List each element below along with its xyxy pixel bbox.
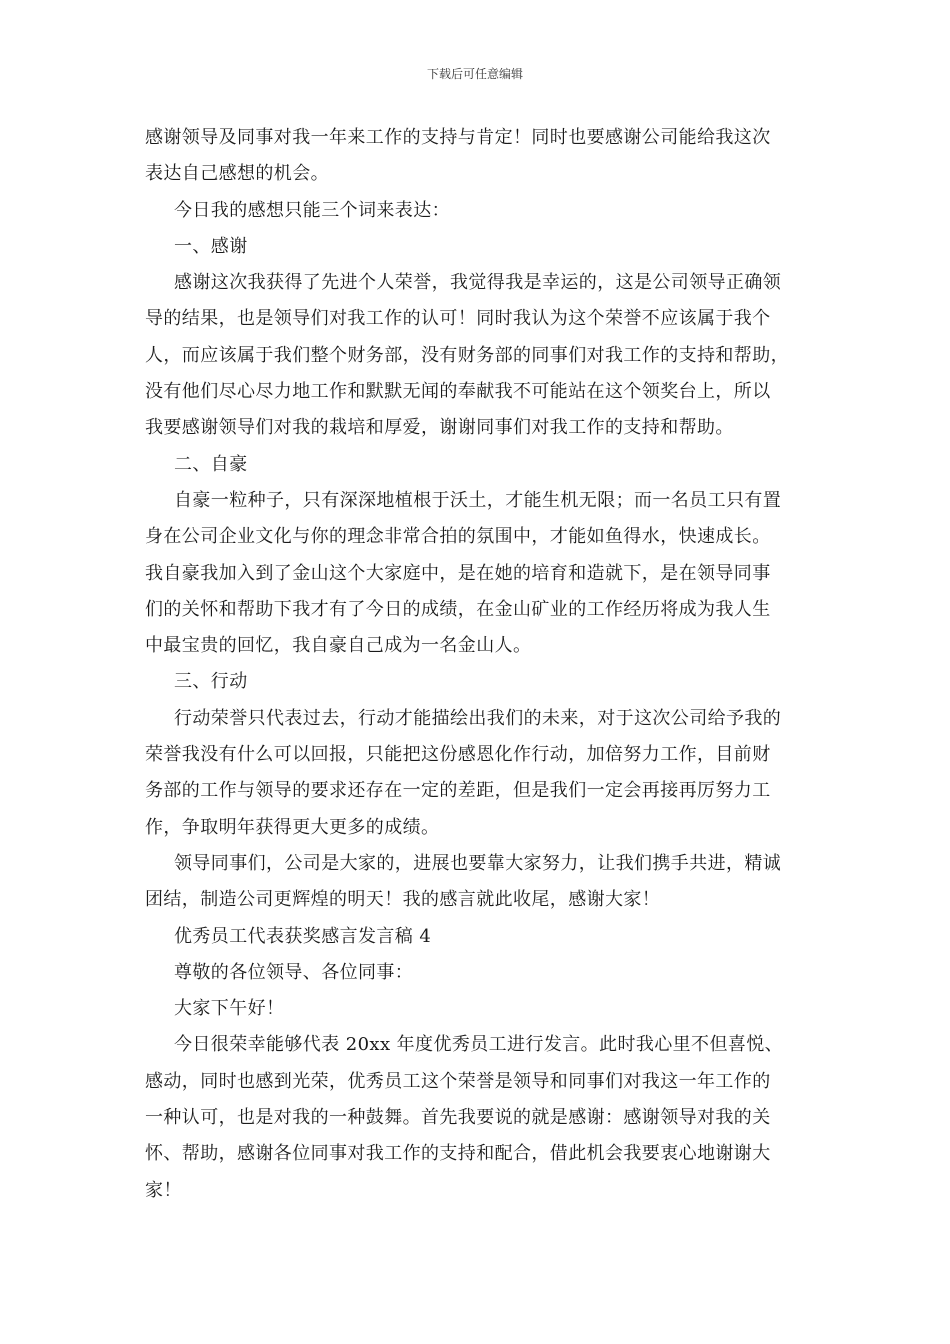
text-line: 一、感谢 <box>174 235 248 257</box>
text-line: 荣誉我没有什么可以回报，只能把这份感恩化作行动，加倍努力工作，目前财 <box>145 744 771 766</box>
text-line: 领导同事们，公司是大家的，进展也要靠大家努力，让我们携手共进，精诚 <box>174 852 782 874</box>
text-line: 一种认可，也是对我的一种鼓舞。首先我要说的就是感谢：感谢领导对我的关 <box>145 1107 771 1129</box>
text-line: 作，争取明年获得更大更多的成绩。 <box>145 816 440 838</box>
text-line: 没有他们尽心尽力地工作和默默无闻的奉献我不可能站在这个领奖台上，所以 <box>145 381 771 403</box>
text-line: 我自豪我加入到了金山这个大家庭中，是在她的培育和造就下，是在领导同事 <box>145 562 771 584</box>
text-line: 怀、帮助，感谢各位同事对我工作的支持和配合，借此机会我要衷心地谢谢大 <box>145 1143 771 1165</box>
text-line: 自豪一粒种子，只有深深地植根于沃土，才能生机无限；而一名员工只有置 <box>174 489 782 511</box>
text-line: 我要感谢领导们对我的栽培和厚爱，谢谢同事们对我工作的支持和帮助。 <box>145 417 734 439</box>
text-line: 们的关怀和帮助下我才有了今日的成绩，在金山矿业的工作经历将成为我人生 <box>145 598 771 620</box>
text-line: 务部的工作与领导的要求还存在一定的差距，但是我们一定会再接再厉努力工 <box>145 780 771 802</box>
text-line: 大家下午好！ <box>174 998 285 1020</box>
text-line: 身在公司企业文化与你的理念非常合拍的氛围中，才能如鱼得水，快速成长。 <box>145 526 771 548</box>
text-line: 三、行动 <box>174 671 248 693</box>
text-line: 团结，制造公司更辉煌的明天！我的感言就此收尾，感谢大家！ <box>145 889 661 911</box>
text-line: 中最宝贵的回忆，我自豪自己成为一名金山人。 <box>145 635 532 657</box>
text-line: 家！ <box>145 1179 182 1201</box>
text-line: 今日我的感想只能三个词来表达： <box>174 199 450 221</box>
text-line: 行动荣誉只代表过去，行动才能描绘出我们的未来，对于这次公司给予我的 <box>174 707 782 729</box>
text-line: 感动，同时也感到光荣，优秀员工这个荣誉是领导和同事们对我这一年工作的 <box>145 1070 771 1092</box>
text-line: 表达自己感想的机会。 <box>145 163 329 185</box>
page-header: 下载后可任意编辑 <box>426 67 523 81</box>
text-line: 导的结果，也是领导们对我工作的认可！同时我认为这个荣誉不应该属于我个 <box>145 308 771 330</box>
text-line: 优秀员工代表获奖感言发言稿 4 <box>174 925 432 947</box>
document-body <box>145 120 815 1209</box>
text-line: 尊敬的各位领导、各位同事： <box>174 961 414 983</box>
text-line: 人，而应该属于我们整个财务部，没有财务部的同事们对我工作的支持和帮助， <box>145 344 789 366</box>
text-line: 感谢领导及同事对我一年来工作的支持与肯定！同时也要感谢公司能给我这次 <box>145 127 771 148</box>
text-line: 感谢这次我获得了先进个人荣誉，我觉得我是幸运的，这是公司领导正确领 <box>174 272 782 294</box>
text-line: 二、自豪 <box>174 453 248 475</box>
text-line: 今日很荣幸能够代表 20xx 年度优秀员工进行发言。此时我心里不但喜悦、 <box>174 1034 784 1056</box>
